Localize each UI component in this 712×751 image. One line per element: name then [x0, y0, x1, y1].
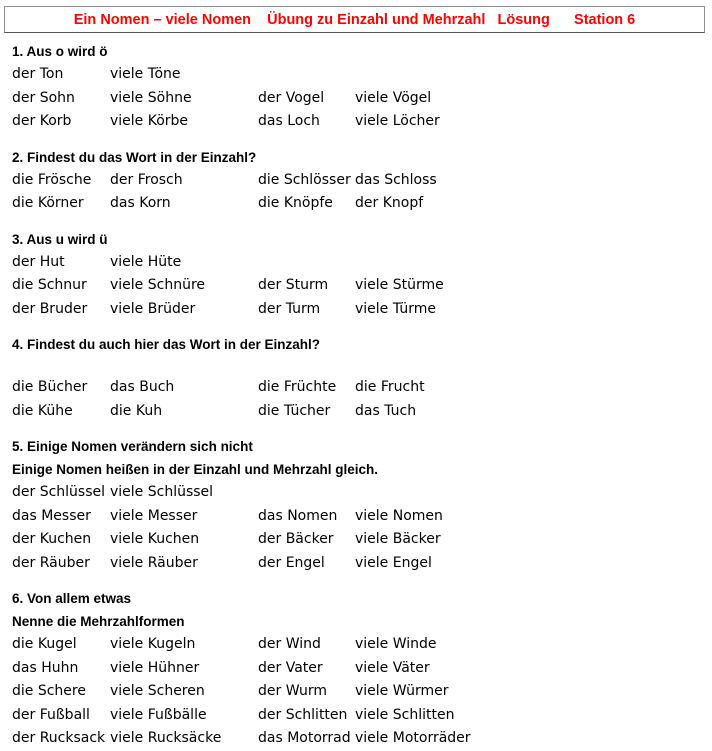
- word-pair-row: [0, 376, 712, 400]
- section-2: [0, 146, 712, 216]
- word-cell: die Bücher: [12, 379, 88, 395]
- word-cell: viele Schnüre: [110, 277, 206, 293]
- word-pair-row: [0, 400, 712, 424]
- section-4-heading: 4. Findest du auch hier das Wort in der Einzahl?: [12, 337, 321, 352]
- word-cell: das Huhn: [12, 659, 79, 676]
- word-pair-row: [0, 633, 712, 657]
- word-cell: die Kugel: [12, 636, 77, 652]
- word-cell: der Ton: [12, 66, 64, 82]
- worksheet-header-box: [4, 6, 705, 33]
- word-cell: viele Engel: [355, 554, 432, 571]
- section-2-heading: 2. Findest du das Wort in der Einzahl?: [12, 149, 257, 165]
- word-pair-row: [0, 528, 712, 552]
- word-cell: das Buch: [110, 379, 175, 395]
- section-spacer: [0, 321, 712, 333]
- word-cell: die Schlösser: [258, 171, 351, 188]
- word-cell: das Schloss: [355, 171, 437, 188]
- section-spacer: [0, 423, 712, 435]
- word-cell: der Vater: [258, 659, 323, 676]
- word-cell: viele Söhne: [110, 89, 192, 106]
- word-cell: viele Scheren: [110, 683, 205, 699]
- word-cell: viele Hüte: [110, 253, 182, 270]
- worksheet-title: Ein Nomen – viele Nomen Übung zu Einzahl und Mehrzahl Lösung Station 6: [73, 11, 636, 28]
- word-cell: viele Kuchen: [110, 531, 200, 547]
- word-cell: die Tücher: [258, 402, 331, 419]
- word-pair-row: [0, 274, 712, 298]
- word-pair-row: [0, 657, 712, 681]
- word-pair-row: [0, 192, 712, 216]
- word-cell: viele Schlitten: [355, 706, 455, 723]
- word-cell: die Schnur: [12, 277, 87, 293]
- word-cell: die Schere: [12, 683, 86, 699]
- word-cell: viele Löcher: [355, 113, 440, 129]
- word-cell: viele Würmer: [355, 683, 449, 699]
- word-cell: der Wind: [258, 636, 321, 652]
- word-pair-row: [0, 552, 712, 576]
- worksheet-content: [0, 40, 712, 751]
- word-cell: der Schlüssel: [12, 484, 106, 500]
- word-cell: viele Bäcker: [355, 531, 441, 547]
- word-cell: die Frösche: [12, 171, 92, 188]
- word-pair-row: [0, 251, 712, 275]
- word-cell: viele Brüder: [110, 300, 196, 317]
- word-cell: der Vogel: [258, 89, 325, 106]
- word-pair-row: [0, 704, 712, 728]
- word-cell: der Bruder: [12, 300, 88, 317]
- word-cell: viele Messer: [110, 507, 198, 524]
- word-cell: viele Winde: [355, 636, 437, 652]
- word-cell: das Motorrad: [258, 730, 351, 746]
- section-1: [0, 40, 712, 134]
- word-cell: der Räuber: [12, 554, 90, 571]
- word-cell: der Sturm: [258, 277, 329, 293]
- section-6: [0, 587, 712, 751]
- section-3-heading: 3. Aus u wird ü: [12, 231, 108, 247]
- word-cell: die Knöpfe: [258, 195, 333, 211]
- word-cell: der Frosch: [110, 171, 183, 188]
- word-pair-row: [0, 727, 712, 751]
- word-cell: der Rucksack: [12, 730, 106, 746]
- word-pair-row: [0, 505, 712, 529]
- word-cell: der Engel: [258, 554, 325, 571]
- section-6-heading: 6. Von allem etwas: [12, 591, 132, 606]
- section-1-heading: 1. Aus o wird ö: [12, 44, 108, 59]
- word-cell: die Kuh: [110, 402, 163, 419]
- word-cell: viele Fußbälle: [110, 706, 207, 723]
- word-cell: viele Vögel: [355, 89, 432, 106]
- section-spacer: [0, 216, 712, 228]
- word-cell: viele Motorräder: [355, 730, 471, 746]
- section-5: [0, 435, 712, 575]
- word-cell: der Kuchen: [12, 531, 92, 547]
- section-6-heading: Nenne die Mehrzahlformen: [12, 614, 185, 629]
- word-cell: viele Hühner: [110, 659, 200, 676]
- word-cell: der Fußball: [12, 706, 90, 723]
- word-cell: viele Körbe: [110, 113, 189, 129]
- word-cell: das Messer: [12, 507, 91, 524]
- word-cell: viele Töne: [110, 66, 181, 82]
- word-cell: der Bäcker: [258, 531, 334, 547]
- section-5-heading: 5. Einige Nomen verändern sich nicht: [12, 439, 253, 454]
- word-cell: das Tuch: [355, 402, 417, 419]
- word-cell: viele Nomen: [355, 507, 443, 524]
- word-pair-row: [0, 481, 712, 505]
- word-pair-row: [0, 680, 712, 704]
- word-pair-row: [0, 63, 712, 87]
- word-cell: viele Stürme: [355, 277, 444, 293]
- section-spacer: [0, 134, 712, 146]
- word-cell: die Früchte: [258, 379, 337, 395]
- word-pair-row: [0, 298, 712, 322]
- word-cell: die Körner: [12, 195, 84, 211]
- word-cell: das Loch: [258, 113, 320, 129]
- word-cell: viele Rucksäcke: [110, 730, 222, 746]
- word-pair-row: [0, 87, 712, 111]
- word-cell: die Kühe: [12, 402, 73, 419]
- section-5-heading: Einige Nomen heißen in der Einzahl und Mehrzahl gleich.: [12, 462, 379, 477]
- blank-line: [0, 356, 712, 376]
- word-cell: viele Väter: [355, 659, 430, 676]
- word-cell: das Korn: [110, 195, 171, 211]
- word-cell: der Knopf: [355, 195, 424, 211]
- word-cell: der Schlitten: [258, 706, 348, 723]
- section-spacer: [0, 575, 712, 587]
- word-pair-row: [0, 169, 712, 193]
- word-cell: der Turm: [258, 300, 321, 317]
- word-pair-row: [0, 110, 712, 134]
- word-cell: viele Türme: [355, 300, 437, 317]
- section-4: [0, 333, 712, 423]
- word-cell: viele Räuber: [110, 554, 198, 571]
- section-3: [0, 228, 712, 322]
- word-cell: viele Schlüssel: [110, 484, 214, 500]
- word-cell: der Hut: [12, 253, 65, 270]
- word-cell: das Nomen: [258, 507, 338, 524]
- word-cell: die Frucht: [355, 379, 425, 395]
- word-cell: der Sohn: [12, 89, 75, 106]
- word-cell: der Wurm: [258, 683, 328, 699]
- word-cell: der Korb: [12, 113, 72, 129]
- word-cell: viele Kugeln: [110, 636, 196, 652]
